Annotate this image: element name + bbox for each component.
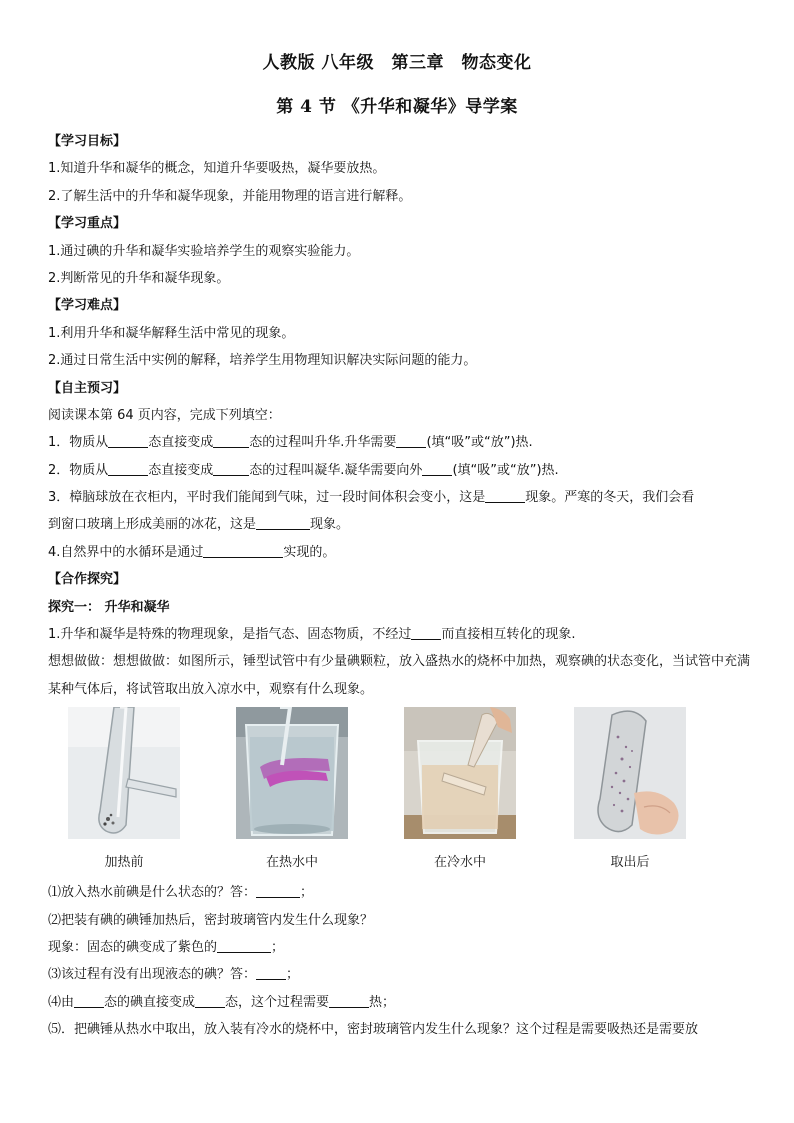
explore-heading: 【合作探究】 [48, 572, 127, 588]
tube-in-hot-water-image [236, 707, 348, 839]
figure-caption: 加热前 [104, 855, 144, 871]
fill-blank[interactable] [213, 433, 249, 448]
preview-question-2: 2．物质从 态直接变成 态的过程叫凝华.凝华需要向外 (填“吸”或“放”)热. [48, 462, 559, 478]
explore-paragraph-1: 1.升华和凝华是特殊的物理现象，是指气态、固态物质，不经过 而直接相互转化的现象. [48, 627, 576, 643]
focus-heading: 【学习重点】 [48, 216, 127, 232]
preview-heading: 【自主预习】 [48, 380, 127, 396]
explore-question-2: ⑵把装有碘的碘锤加热后，密封玻璃管内发生什么现象？ [48, 912, 374, 928]
figure-caption: 在热水中 [265, 855, 318, 871]
section-title: 第 4 节 《升华和凝华》导学案 [276, 97, 518, 117]
experiment-figures [48, 707, 758, 879]
goal-item: 1.知道升华和凝华的概念，知道升华要吸热，凝华要放热。 [48, 161, 386, 177]
content [48, 128, 758, 1044]
fill-blank[interactable] [256, 965, 286, 980]
explore-question-5: ⑸．把碘锤从热水中取出，放入装有冷水的烧杯中，密封玻璃管内发生什么现象？这个过程是需要吸热还是需要放 [48, 1022, 699, 1038]
figure-caption: 取出后 [610, 855, 650, 871]
fill-blank[interactable] [396, 433, 426, 448]
difficulty-item: 1.利用升华和凝华解释生活中常见的现象。 [48, 325, 295, 341]
fill-blank[interactable] [74, 993, 104, 1008]
explore-question-2-answer: 现象：固态的碘变成了紫色的 ； [48, 940, 285, 956]
preview-question-3: 3．樟脑球放在衣柜内，平时我们能闻到气味，过一段时间体积会变小，这是 现象。严寒的冬天，我们会看 [48, 490, 695, 506]
fill-blank[interactable] [256, 515, 310, 530]
fill-blank[interactable] [217, 938, 271, 953]
tube-before-heating-image [68, 707, 180, 839]
preview-question-4: 4.自然界中的水循环是通过 实现的。 [48, 544, 336, 560]
fill-blank[interactable] [329, 993, 369, 1008]
tube-in-cold-water-image [404, 707, 516, 839]
preview-intro: 阅读课本第 64 页内容，完成下列填空： [48, 407, 281, 423]
tube-taken-out-image [574, 707, 686, 839]
fill-blank[interactable] [411, 625, 441, 640]
difficulty-item: 2.通过日常生活中实例的解释，培养学生用物理知识解决实际问题的能力。 [48, 353, 477, 369]
fill-blank[interactable] [422, 461, 452, 476]
fill-blank[interactable] [485, 488, 525, 503]
explore-question-1: ⑴放入热水前碘是什么状态的？答： ； [48, 885, 314, 901]
explore-question-3: ⑶该过程有没有出现液态的碘？答： ； [48, 967, 300, 983]
fill-blank[interactable] [108, 461, 148, 476]
fill-blank[interactable] [256, 883, 300, 898]
figure-in-cold-water [404, 707, 516, 871]
preview-question-3-cont: 到窗口玻璃上形成美丽的冰花，这是 现象。 [48, 517, 350, 533]
fill-blank[interactable] [203, 543, 283, 558]
goal-item: 2.了解生活中的升华和凝华现象，并能用物理的语言进行解释。 [48, 188, 412, 204]
difficulty-heading: 【学习难点】 [48, 298, 127, 314]
focus-item: 2.判断常见的升华和凝华现象。 [48, 270, 230, 286]
figure-before-heating [68, 707, 180, 871]
figure-in-hot-water [236, 707, 348, 871]
document-title: 人教版 八年级 第三章 物态变化 [262, 53, 532, 73]
figure-caption: 在冷水中 [433, 855, 486, 871]
explore-paragraph-2: 想想做做：想想做做：如图所示，锤型试管中有少量碘颗粒，放入盛热水的烧杯中加热，观察碘的状态变化，当试管中充满某种气体后，将试管取出放入凉水中，观察有什么现象。 [48, 654, 751, 697]
preview-question-1: 1．物质从 态直接变成 态的过程叫升华.升华需要 (填“吸”或“放”)热. [48, 435, 533, 451]
fill-blank[interactable] [108, 433, 148, 448]
focus-item: 1.通过碘的升华和凝华实验培养学生的观察实验能力。 [48, 243, 360, 259]
figure-taken-out [574, 707, 686, 871]
fill-blank[interactable] [213, 461, 249, 476]
fill-blank[interactable] [195, 993, 225, 1008]
goals-heading: 【学习目标】 [48, 134, 127, 149]
explore-sub-heading: 探究一： 升华和凝华 [48, 599, 170, 615]
explore-question-4: ⑷由 态的碘直接变成 态，这个过程需要 热； [48, 994, 396, 1010]
